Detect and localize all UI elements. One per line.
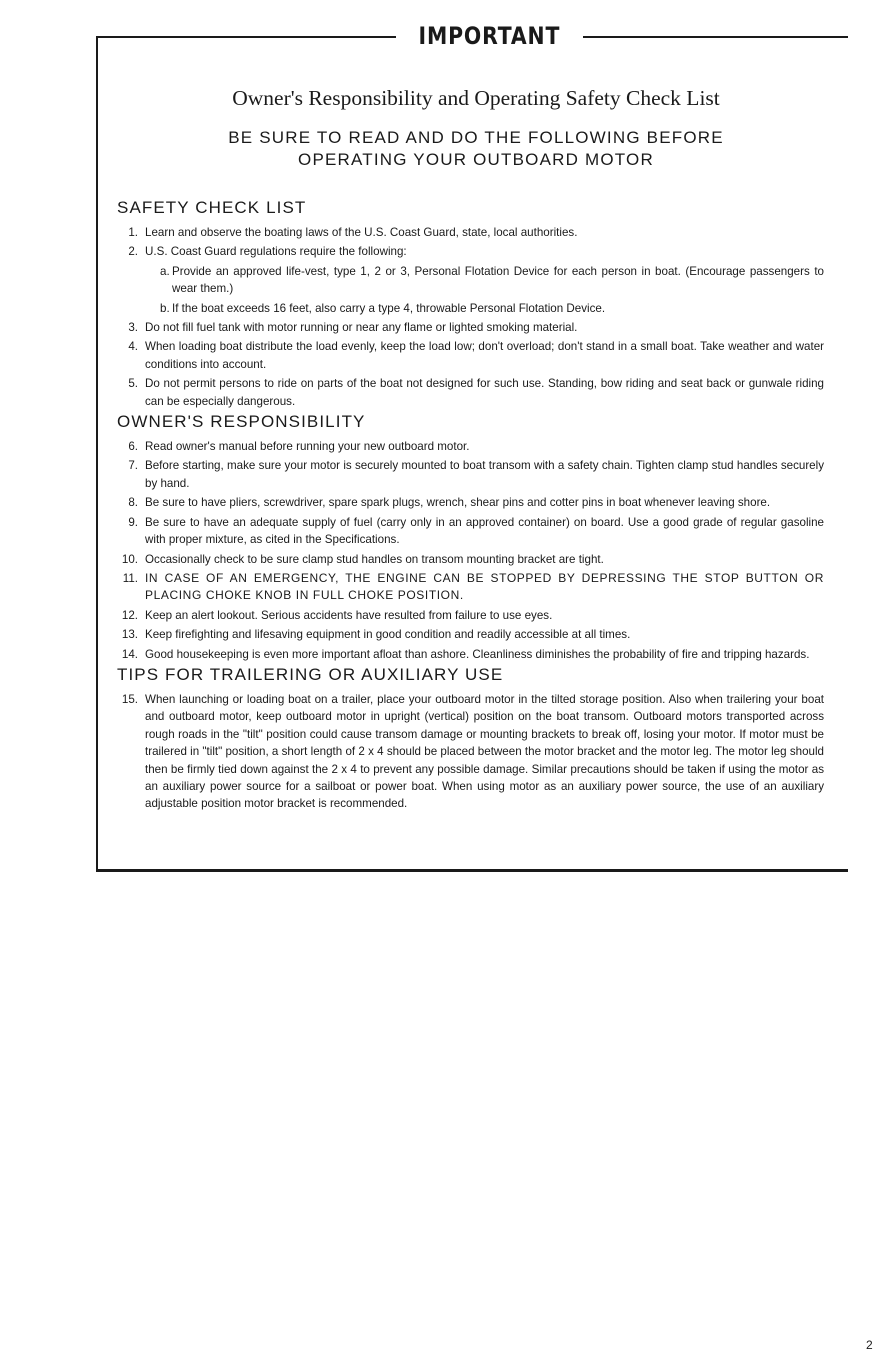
list-item (108, 626, 824, 643)
sub-item-letter: a. (160, 264, 170, 278)
item-number: 9. (128, 515, 138, 529)
item-text: Learn and observe the boating laws of the U.S. Coast Guard, state, local authorities. (145, 226, 578, 239)
header-rule-right (583, 36, 848, 38)
item-text: U.S. Coast Guard regulations require the following: (145, 245, 407, 259)
item-number: 2. (128, 245, 138, 259)
list-item (108, 319, 824, 336)
sub-item (108, 300, 824, 317)
item-number: 1. (128, 226, 138, 239)
banner-line-2: OPERATING YOUR OUTBOARD MOTOR (298, 150, 654, 169)
item-text: IN CASE OF AN EMERGENCY, THE ENGINE CAN BE STOPPED BY DEPRESSING THE STOP BUTTON OR PLACING CHOKE KNOB IN FULL CHOKE POSITION. (145, 570, 824, 603)
sub-item (108, 263, 824, 298)
item-text: Good housekeeping is even more important afloat than ashore. Cleanliness diminishes the probability of fire and tripping hazards. (145, 647, 810, 661)
item-text: When loading boat distribute the load evenly, keep the load low; don't overload; don't stand in a small boat. Take weather and water conditions into account. (145, 340, 824, 371)
item-text: Read owner's manual before running your new outboard motor. (145, 440, 470, 454)
sub-item-letter: b. (160, 301, 170, 315)
item-number: 15. (121, 692, 138, 706)
item-text: When launching or loading boat on a trailer, place your outboard motor in the tilted storage position. Also when trailering your boat and outboard motor, keep outboard motor in upright (vertical) position on the boat transom. Outboard motors transported across rough roads in the "tilt" position could cause transom damage or mounting brackets to break off, losing your motor. If motor must be trailered in "tilt" position, a short length of 2 x 4 should be placed between the motor bracket and the motor leg. The motor leg should then be firmly tied down against the 2 x 4 to prevent any possible damage. Similar precautions should be taken if using the motor as an auxiliary power source for a sailboat or power boat. When using motor as an auxiliary power source, the use of an auxiliary adjustable position motor bracket is recommended. (145, 692, 824, 811)
list-item (108, 514, 824, 549)
list-item (108, 494, 824, 511)
header (96, 18, 848, 54)
list-item (108, 375, 824, 410)
item-number: 5. (128, 377, 138, 391)
item-text: Before starting, make sure your motor is securely mounted to boat transom with a safety chain. Tighten clamp stud handles securely by hand. (145, 459, 824, 490)
item-text: Be sure to have an adequate supply of fuel (carry only in an approved container) on board. Use a good grade of regular gasoline with proper mixture, as cited in the Specifications. (145, 515, 824, 547)
item-number: 8. (128, 496, 138, 510)
item-text: Occasionally check to be sure clamp stud handles on transom mounting bracket are tight. (145, 552, 604, 566)
item-text: Keep an alert lookout. Serious accidents have resulted from failure to use eyes. (145, 608, 553, 622)
item-number: 12. (121, 608, 138, 622)
section-heading-owners-responsibility: OWNER'S RESPONSIBILITY (117, 412, 366, 432)
item-number: 11. (122, 571, 138, 585)
item-number: 14. (121, 647, 138, 661)
item-number: 3. (128, 321, 138, 335)
list-item (108, 338, 824, 373)
sub-item-text: Provide an approved life-vest, type 1, 2 or 3, Personal Flotation Device for each person in boat. (Encourage passengers to wear them.) (172, 264, 824, 296)
item-number: 10. (121, 552, 138, 566)
item-text: Do not fill fuel tank with motor running or near any flame or lighted smoking material. (145, 321, 578, 335)
list-item (108, 646, 824, 663)
list-item (108, 691, 824, 813)
item-number: 6. (128, 440, 138, 454)
item-text: Be sure to have pliers, screwdriver, spare spark plugs, wrench, shear pins and cotter pins in boat whenever leaving shore. (145, 496, 771, 510)
item-text: Keep firefighting and lifesaving equipment in good condition and readily accessible at all times. (145, 628, 631, 642)
list-item (108, 570, 824, 605)
list-item (108, 243, 824, 260)
section-heading-tips: TIPS FOR TRAILERING OR AUXILIARY USE (117, 664, 504, 684)
list-item (108, 457, 824, 492)
page-number: 2 (866, 1338, 873, 1352)
item-number: 13. (121, 628, 138, 642)
document-title: Owner's Responsibility and Operating Safety Check List (232, 86, 720, 110)
section-heading-safety-check: SAFETY CHECK LIST (117, 198, 307, 217)
item-text: Do not permit persons to ride on parts of the boat not designed for such use. Standing, bow riding and seat back or gunwale riding can be especially dangerous. (145, 377, 824, 408)
header-title: IMPORTANT (418, 22, 561, 50)
list-item (108, 551, 824, 568)
header-rule-left (96, 36, 396, 38)
sub-item-text: If the boat exceeds 16 feet, also carry a type 4, throwable Personal Flotation Device. (172, 301, 606, 315)
item-number: 7. (128, 459, 138, 473)
list-item (108, 607, 824, 624)
list-item (108, 438, 824, 455)
banner-line-1: BE SURE TO READ AND DO THE FOLLOWING BEFORE (228, 128, 724, 147)
item-number: 4. (128, 340, 138, 354)
list-item (108, 224, 824, 241)
